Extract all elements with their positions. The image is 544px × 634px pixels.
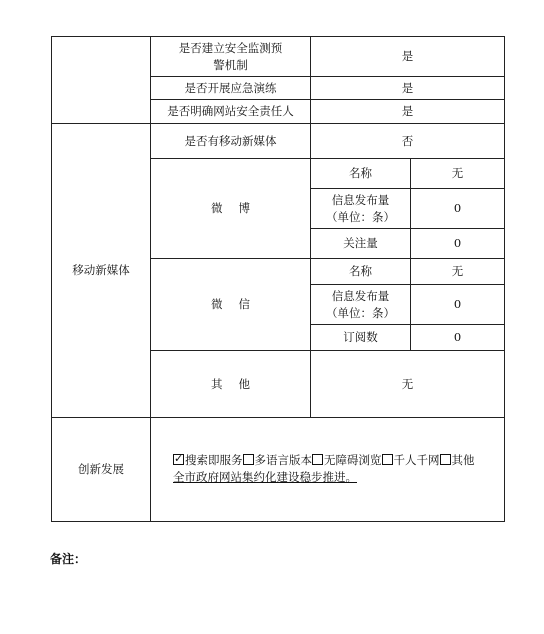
wechat-posts-label-line2: （单位：条）	[326, 305, 395, 320]
emergency-drill-value: 是	[401, 80, 414, 95]
other-label: 其他	[211, 376, 266, 391]
option-personalized[interactable]	[382, 453, 440, 467]
mobile-media-section-label: 移动新媒体	[72, 263, 130, 277]
weibo-label: 微博	[211, 201, 266, 215]
wechat-label: 微信	[211, 297, 266, 311]
weibo-posts-label-line1: 信息发布量	[331, 192, 390, 207]
wechat-subscribers-value: 0	[453, 330, 462, 344]
option-label: 多语言版本	[254, 453, 312, 467]
wechat-posts-label	[311, 285, 410, 324]
weibo-posts-label-line2: （单位：条）	[326, 209, 395, 224]
innovation-note: 全市政府网站集约化建设稳步推进。	[173, 470, 357, 484]
security-owner-value: 是	[401, 104, 414, 118]
option-label: 其他	[451, 453, 475, 467]
innovation-options	[173, 452, 503, 469]
option-label: 搜索即服务	[185, 453, 243, 467]
weibo-followers-label: 关注量	[343, 236, 378, 250]
table-bottom-border	[51, 521, 505, 522]
checkbox-unchecked-icon[interactable]	[382, 454, 393, 465]
other-value: 无	[401, 376, 414, 391]
emergency-drill-label: 是否开展应急演练	[184, 80, 277, 95]
warning-mechanism-label: 是否建立安全监测预警机制	[178, 40, 283, 72]
option-search-as-service[interactable]	[173, 453, 243, 467]
checkbox-unchecked-icon[interactable]	[440, 454, 451, 465]
option-label: 无障碍浏览	[324, 453, 382, 467]
security-owner-label: 是否明确网站安全责任人	[167, 104, 294, 118]
option-label: 千人千网	[393, 453, 440, 467]
innovation-content	[173, 452, 503, 486]
option-multilingual[interactable]	[243, 453, 313, 467]
weibo-name-label: 名称	[349, 166, 372, 180]
innovation-label: 创新发展	[78, 462, 124, 476]
wechat-name-label: 名称	[349, 264, 372, 278]
weibo-name-value: 无	[451, 166, 464, 180]
weibo-followers-value: 0	[453, 236, 462, 250]
warning-mechanism-value: 是	[401, 49, 414, 63]
checkbox-checked-icon[interactable]	[173, 454, 184, 465]
option-accessible[interactable]	[312, 453, 382, 467]
wechat-name-value: 无	[451, 264, 464, 278]
option-other[interactable]	[440, 453, 475, 467]
wechat-subscribers-label: 订阅数	[343, 330, 378, 344]
table-right-border	[504, 36, 505, 522]
remark-label: 备注：	[50, 552, 87, 566]
wechat-posts-value: 0	[453, 297, 462, 311]
checkbox-unchecked-icon[interactable]	[243, 454, 254, 465]
weibo-posts-value: 0	[453, 201, 462, 215]
weibo-posts-label	[311, 189, 410, 228]
has-mobile-value: 否	[401, 133, 414, 148]
checkbox-unchecked-icon[interactable]	[312, 454, 323, 465]
wechat-posts-label-line1: 信息发布量	[331, 288, 390, 303]
has-mobile-label: 是否有移动新媒体	[184, 133, 277, 148]
